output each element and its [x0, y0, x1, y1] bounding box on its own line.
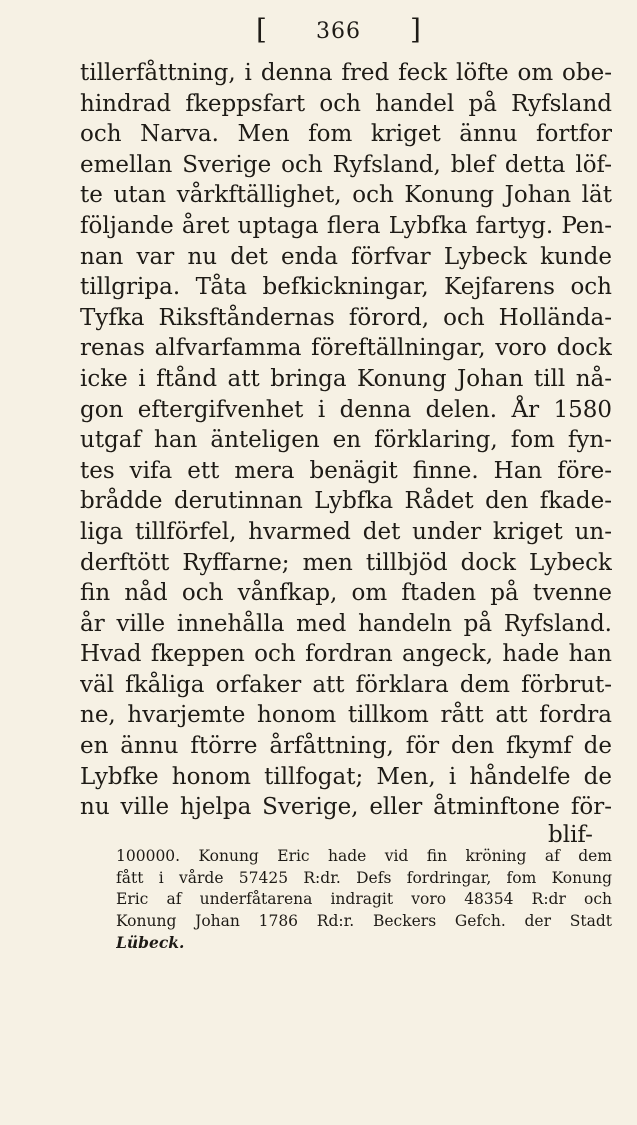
main-text-block — [80, 58, 612, 823]
footnote-line: 100000. Konung Eric hade vid fin kröning af dem — [116, 847, 612, 865]
text-line: nan var nu det enda förfvar Lybeck kunde — [80, 243, 612, 270]
text-line: väl fkåliga orfaker att förklara dem förbrut- — [80, 671, 612, 698]
text-line: fin nåd och vånfkap, om ftaden på tvenne — [80, 580, 612, 607]
header-bracket-close: ] — [410, 13, 421, 46]
text-line: år ville innehålla med handeln på Ryfsland. — [80, 610, 612, 637]
catchword: blif- — [548, 822, 593, 848]
page-header — [0, 12, 637, 48]
text-line: hindrad fkeppsfart och handel på Ryfsland — [80, 90, 612, 117]
text-line: utgaf han änteligen en förklaring, fom fyn- — [80, 427, 612, 454]
text-line: följande året uptaga flera Lybfka fartyg. Pen- — [80, 212, 612, 239]
text-line: tillerfåttning, i denna fred feck löfte om obe- — [80, 60, 612, 86]
text-line: Lybfke honom tillfogat; Men, i håndelfe de — [80, 763, 612, 790]
text-line: brådde derutinnan Lybfka Rådet den fkade- — [80, 488, 612, 515]
text-line: te utan vårkftällighet, och Konung Johan lät — [80, 182, 612, 209]
text-line: Hvad fkeppen och fordran angeck, hade han — [80, 641, 612, 668]
footnote-line: Eric af underfåtarena indragit voro 48354 R:dr och — [116, 890, 612, 908]
text-line: liga tillförfel, hvarmed det under kriget un- — [80, 518, 612, 545]
text-line: tillgripa. Tåta befkickningar, Kejfarens och — [80, 274, 612, 301]
text-line: nu ville hjelpa Sverige, eller åtminftone för- — [80, 794, 612, 821]
text-line: och Narva. Men fom kriget ännu fortfor — [80, 121, 612, 148]
text-line: gon eftergifvenhet i denna delen. År 1580 — [80, 396, 612, 423]
footnote-line: fått i vårde 57425 R:dr. Defs fordringar, fom Konung — [116, 868, 612, 887]
footnote-line: Konung Johan 1786 Rd:r. Beckers Gefch. der Stadt — [116, 911, 612, 930]
text-line: derftött Ryffarne; men tillbjöd dock Lybeck — [80, 549, 612, 576]
text-line: renas alfvarfamma föreftällningar, voro dock — [80, 335, 612, 362]
text-line: ne, hvarjemte honom tillkom rått att fordra — [80, 702, 612, 729]
header-bracket-open: [ — [256, 13, 267, 46]
text-line: emellan Sverige och Ryfsland, blef detta löf- — [80, 151, 612, 178]
footnote-line: Lübeck. — [116, 933, 185, 952]
text-line: icke i ftånd att bringa Konung Johan till nå- — [80, 365, 612, 392]
footnote — [116, 846, 612, 954]
page-number: 366 — [316, 19, 361, 44]
text-line: en ännu ftörre årfåttning, för den fkymf de — [80, 733, 612, 760]
text-line: tes vifa ett mera benägit finne. Han före- — [80, 457, 612, 484]
text-line: Tyfka Riksftåndernas förord, och Hollända- — [80, 304, 612, 331]
